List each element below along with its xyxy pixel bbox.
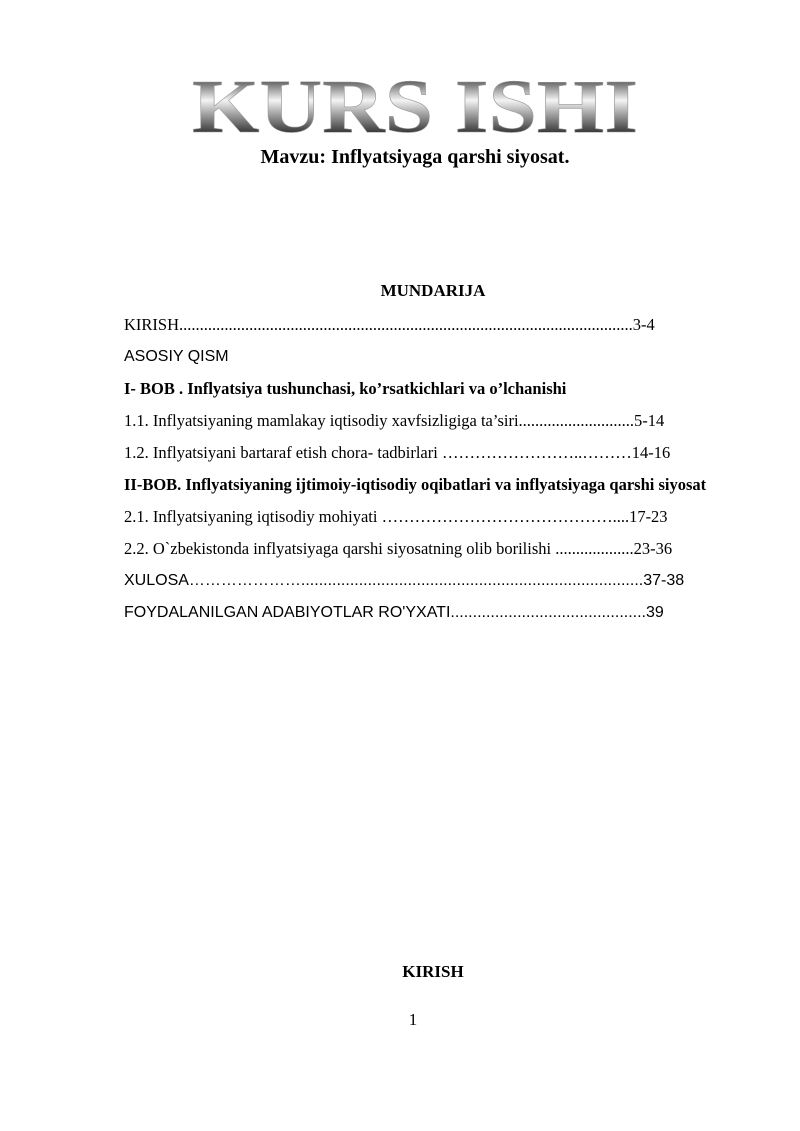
subtitle: Mavzu: Inflyatsiyaga qarshi siyosat. bbox=[260, 146, 570, 168]
toc-item-asosiy-qism[interactable]: ASOSIY QISM bbox=[124, 348, 229, 365]
toc-item-1-2[interactable]: 1.2. Inflyatsiyani bartaraf etish chora- tadbirlari ……………………..………14-16 bbox=[124, 443, 671, 462]
toc-heading: MUNDARIJA bbox=[380, 281, 486, 300]
toc-item-kirish[interactable]: KIRISH..............................................................................................................3-4 bbox=[124, 315, 655, 334]
table-of-contents bbox=[94, 309, 742, 629]
toc-item-2-2[interactable]: 2.2. O`zbekistonda inflyatsiyaga qarshi siyosatning olib borilishi ...................23-36 bbox=[124, 539, 673, 558]
title-wordart bbox=[190, 64, 640, 146]
toc-item-chapter-2[interactable]: II-BOB. Inflyatsiyaning ijtimoiy-iqtisodiy oqibatlari va inflyatsiyaga qarshi siyosat bbox=[124, 475, 707, 494]
title-wordart-text: KURS ISHI bbox=[192, 65, 638, 146]
page-number: 1 bbox=[408, 1010, 418, 1029]
toc-item-xulosa[interactable]: XULOSA………………….............................................................................37-38 bbox=[124, 572, 685, 589]
toc-item-2-1[interactable]: 2.1. Inflyatsiyaning iqtisodiy mohiyati ……………………………………....17-23 bbox=[124, 507, 668, 526]
toc-item-1-1[interactable]: 1.1. Inflyatsiyaning mamlakay iqtisodiy xavfsizligiga ta’siri............................5-14 bbox=[124, 411, 665, 430]
toc-item-adabiyotlar[interactable]: FOYDALANILGAN ADABIYOTLAR RO'YXATI............................................39 bbox=[124, 604, 664, 621]
section-heading-kirish: KIRISH bbox=[402, 962, 464, 981]
toc-item-chapter-1[interactable]: I- BOB . Inflyatsiya tushunchasi, ko’rsatkichlari va o’lchanishi bbox=[124, 379, 567, 398]
